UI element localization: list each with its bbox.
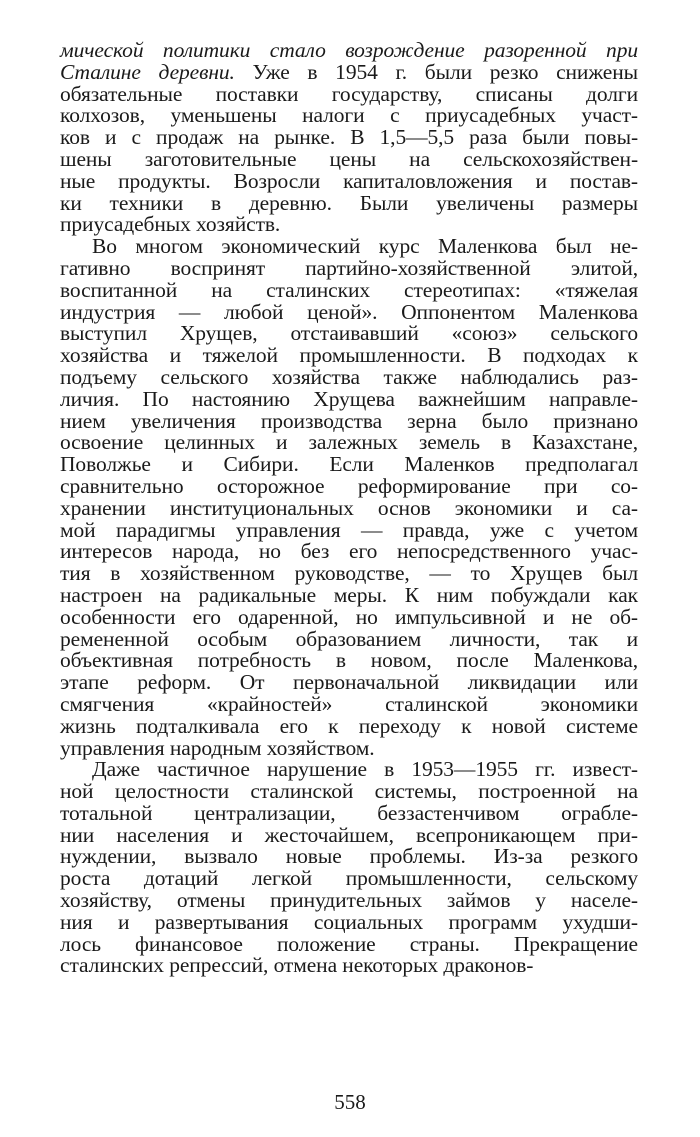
text-run: настроен на радикальные меры. К ним побуждали как xyxy=(60,582,638,607)
text-run: Поволжье и Сибири. Если Маленков предполагал xyxy=(60,452,638,477)
text-run: ной целостности сталинской системы, построенной на xyxy=(60,779,638,804)
text-run: нии населения и жесточайшем, всепроникающем при- xyxy=(60,822,638,847)
text-run: сталинских репрессий, отмена некоторых драконов- xyxy=(60,953,534,978)
text-line xyxy=(60,495,638,520)
text-line xyxy=(60,190,638,215)
text-run: гативно воспринят партийно-хозяйственной элитой, xyxy=(60,255,638,280)
text-line xyxy=(60,454,638,476)
text-line xyxy=(60,408,638,433)
text-line xyxy=(60,541,638,563)
page-number: 558 xyxy=(334,1090,366,1114)
paragraph xyxy=(60,236,638,759)
text-line xyxy=(60,868,638,890)
text-run: смягчения «крайностей» сталинской экономики xyxy=(60,691,638,716)
text-line xyxy=(60,277,638,302)
text-run: Уже в 1954 г. были резко снижены xyxy=(234,59,639,84)
text-line xyxy=(60,909,638,934)
text-line xyxy=(60,759,638,781)
text-run: Даже частичное нарушение в 1953—1955 гг. извест- xyxy=(92,757,638,782)
text-run: нуждении, вызвало новые проблемы. Из-за резкого xyxy=(60,844,638,869)
text-line xyxy=(60,626,638,651)
text-line xyxy=(60,345,638,367)
text-line xyxy=(60,890,638,912)
text-line xyxy=(60,386,638,411)
page-body xyxy=(60,40,638,977)
text-run: сравнительно осторожное реформирование при со- xyxy=(60,473,638,498)
text-run: роста дотаций легкой промышленности, сельскому xyxy=(60,866,638,891)
text-line xyxy=(60,735,638,760)
text-line xyxy=(60,672,638,694)
text-run: освоение целинных и залежных земель в Казахстане, xyxy=(60,430,638,455)
text-line xyxy=(60,146,638,171)
text-run: подъему сельского хозяйства также наблюдались раз- xyxy=(60,364,638,389)
text-run: ния и развертывания социальных программ ухудши- xyxy=(60,909,638,934)
text-run: тия в хозяйственном руководстве, — то Хрущев был xyxy=(60,561,638,586)
text-run: индустрия — любой ценой». Оппонентом Маленкова xyxy=(60,299,638,324)
text-run: тотальной централизации, беззастенчивом ограбле- xyxy=(60,800,638,825)
text-line xyxy=(60,800,638,825)
text-run: лось финансовое положение страны. Прекращение xyxy=(60,931,638,956)
text-line xyxy=(60,299,638,324)
text-run: особенности его одаренной, но импульсивной и не об- xyxy=(60,604,638,629)
text-line xyxy=(60,323,638,345)
text-run: ков и с продаж на рынке. В 1,5—5,5 раза были повы- xyxy=(60,125,638,150)
text-run: хранении институциональных основ экономики и са- xyxy=(60,495,638,520)
text-line xyxy=(60,822,638,847)
text-run: управления народным хозяйством. xyxy=(60,735,375,760)
text-run: ные продукты. Возросли капиталовложения и постав- xyxy=(60,168,638,193)
text-line xyxy=(60,931,638,956)
paragraph xyxy=(60,759,638,977)
text-run: Во многом экономический курс Маленкова был не- xyxy=(92,234,638,259)
text-run: шены заготовительные цены на сельскохозяйствен- xyxy=(60,146,638,171)
text-line xyxy=(60,432,638,454)
text-line xyxy=(60,846,638,868)
text-run: приусадебных хозяйств. xyxy=(60,212,281,237)
text-line xyxy=(60,236,638,258)
text-line xyxy=(60,691,638,716)
text-run: ки техники в деревню. Были увеличены размеры xyxy=(60,190,638,215)
text-line xyxy=(60,214,638,236)
text-line xyxy=(60,955,638,977)
text-line xyxy=(60,59,639,84)
text-line xyxy=(60,563,638,585)
text-line xyxy=(60,40,638,62)
text-line xyxy=(60,650,638,672)
paragraph xyxy=(60,40,638,236)
text-run: колхозов, уменьшены налоги с приусадебных участ- xyxy=(60,103,638,128)
text-line xyxy=(60,582,638,607)
text-line xyxy=(60,517,638,542)
text-run: интересов народа, но без его непосредственного учас- xyxy=(60,539,638,564)
text-run: этапе реформ. От первоначальной ликвидации или xyxy=(60,670,638,695)
text-line xyxy=(60,473,638,498)
text-run: ремененной особым образованием личности, так и xyxy=(60,626,638,651)
text-line xyxy=(60,168,638,193)
text-run: выступил Хрущев, отстаивавший «союз» сельского xyxy=(60,321,638,346)
text-run: объективная потребность в новом, после Маленкова, xyxy=(60,648,638,673)
text-run: мой парадигмы управления — правда, уже с учетом xyxy=(60,517,638,542)
text-line xyxy=(60,604,638,629)
text-run: обязательные поставки государству, списаны долги xyxy=(60,81,638,106)
text-run: нием увеличения производства зерна было признано xyxy=(60,408,638,433)
text-line xyxy=(60,81,638,106)
text-run: личия. По настоянию Хрущева важнейшим направле- xyxy=(60,386,638,411)
text-line xyxy=(60,364,638,389)
text-run: жизнь подталкивала его к переходу к новой системе xyxy=(60,713,638,738)
text-line xyxy=(60,127,638,149)
italic-text: Сталине деревни. xyxy=(60,59,235,84)
text-line xyxy=(60,781,638,803)
text-line xyxy=(60,713,638,738)
text-line xyxy=(60,105,638,127)
text-run: хозяйства и тяжелой промышленности. В подходах к xyxy=(60,343,638,368)
text-run: воспитанной на сталинских стереотипах: «тяжелая xyxy=(60,277,638,302)
text-run: хозяйству, отмены принудительных займов у населе- xyxy=(60,888,638,913)
text-line xyxy=(60,255,638,280)
italic-text: мической политики стало возрождение разоренной при xyxy=(60,38,638,62)
